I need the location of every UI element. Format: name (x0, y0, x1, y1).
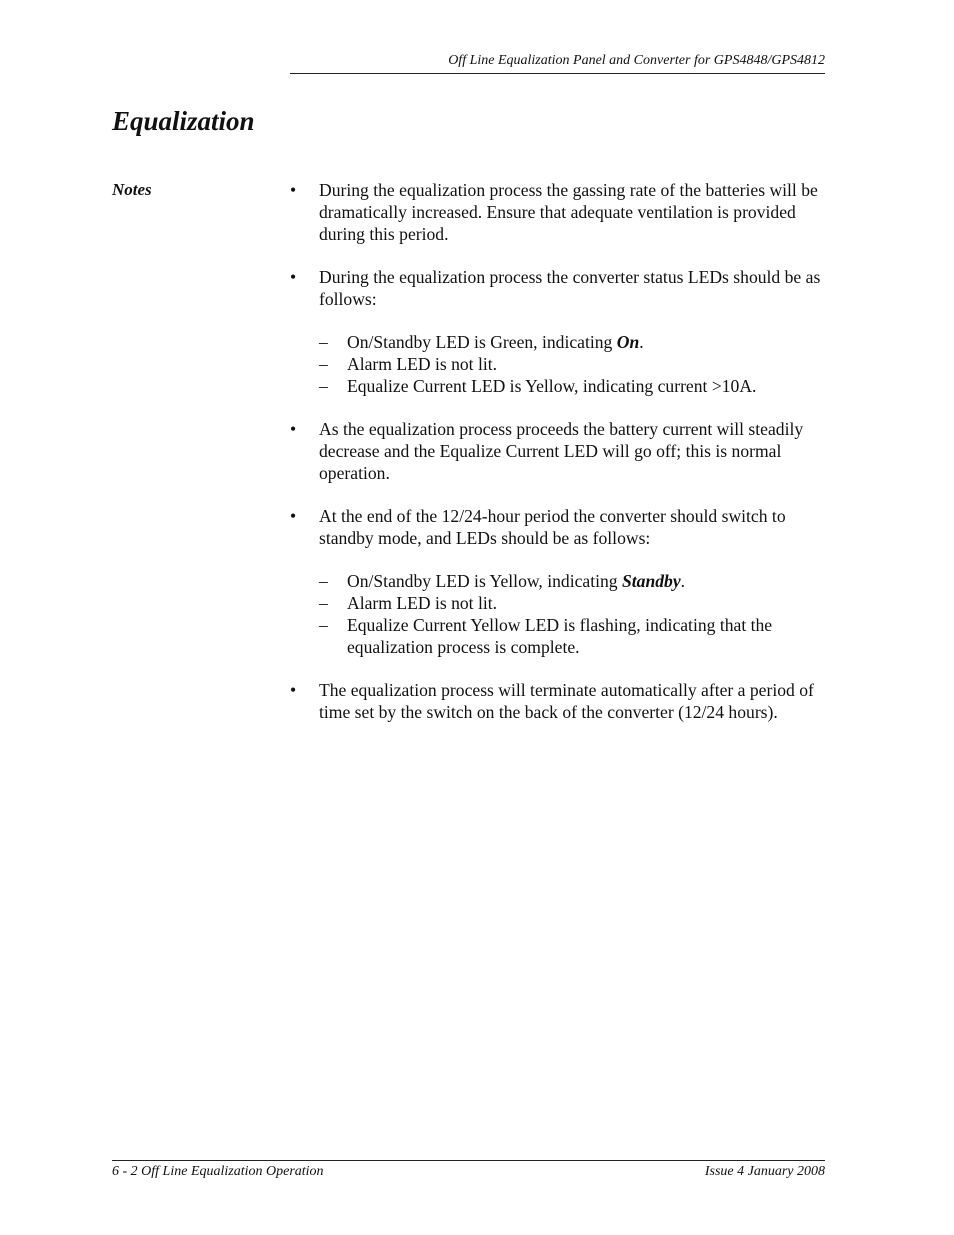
notes-list (290, 179, 830, 744)
dash-mark: – (319, 593, 328, 613)
sublist-item (319, 570, 830, 592)
bullet-mark: • (290, 680, 297, 700)
list-item (290, 679, 830, 723)
list-item (290, 266, 830, 397)
sublist-item (319, 614, 830, 658)
section-title: Equalization (112, 106, 255, 136)
led-status-sublist (319, 331, 830, 397)
footer-issue-date: Issue 4 January 2008 (704, 1164, 825, 1179)
dash-mark: – (319, 332, 328, 352)
emphasis-text: On (616, 332, 640, 352)
bullet-mark: • (290, 180, 297, 200)
running-header (290, 52, 825, 74)
running-header-title: Off Line Equalization Panel and Converter for GPS4848/GPS4812 (448, 53, 825, 68)
sublist-item (319, 353, 830, 375)
dash-mark: – (319, 615, 328, 635)
sublist-item (319, 331, 830, 353)
list-item-text: During the equalization process the gassing rate of the batteries will be dramatically increased. Ensure that adequate ventilation is provided during this period. (319, 180, 818, 244)
bullet-mark: • (290, 419, 297, 439)
dash-mark: – (319, 376, 328, 396)
sublist-item-text: Alarm LED is not lit. (347, 593, 498, 613)
sublist-item (319, 592, 830, 614)
sublist-item-text: Alarm LED is not lit. (347, 354, 498, 374)
sublist-item-text: On/Standby LED is Yellow, indicating (347, 571, 622, 591)
list-item (290, 418, 830, 484)
sublist-item-end: . (680, 571, 686, 591)
footer-page-label: 6 - 2 Off Line Equalization Operation (112, 1164, 324, 1179)
dash-mark: – (319, 571, 328, 591)
page-footer (112, 1160, 825, 1180)
dash-mark: – (319, 354, 328, 374)
notes-label: Notes (112, 180, 152, 199)
list-item (290, 505, 830, 658)
emphasis-text: Standby (621, 571, 681, 591)
sublist-item-text: Equalize Current Yellow LED is flashing, indicating that the equalization process is complete. (347, 615, 773, 657)
bullet-mark: • (290, 506, 297, 526)
sublist-item (319, 375, 830, 397)
sublist-item-text: On/Standby LED is Green, indicating (347, 332, 617, 352)
list-item-text: During the equalization process the converter status LEDs should be as follows: (319, 267, 821, 309)
list-item-text: As the equalization process proceeds the battery current will steadily decrease and the Equalize Current LED will go off; this is normal operation. (319, 419, 804, 483)
list-item-text: At the end of the 12/24-hour period the converter should switch to standby mode, and LEDs should be as follows: (319, 506, 786, 548)
sublist-item-end: . (639, 332, 644, 352)
list-item-text: The equalization process will terminate automatically after a period of time set by the switch on the back of the converter (12/24 hours). (319, 680, 814, 722)
led-status-sublist (319, 570, 830, 658)
list-item (290, 179, 830, 245)
sublist-item-text: Equalize Current LED is Yellow, indicating current >10A. (347, 376, 757, 396)
bullet-mark: • (290, 267, 297, 287)
